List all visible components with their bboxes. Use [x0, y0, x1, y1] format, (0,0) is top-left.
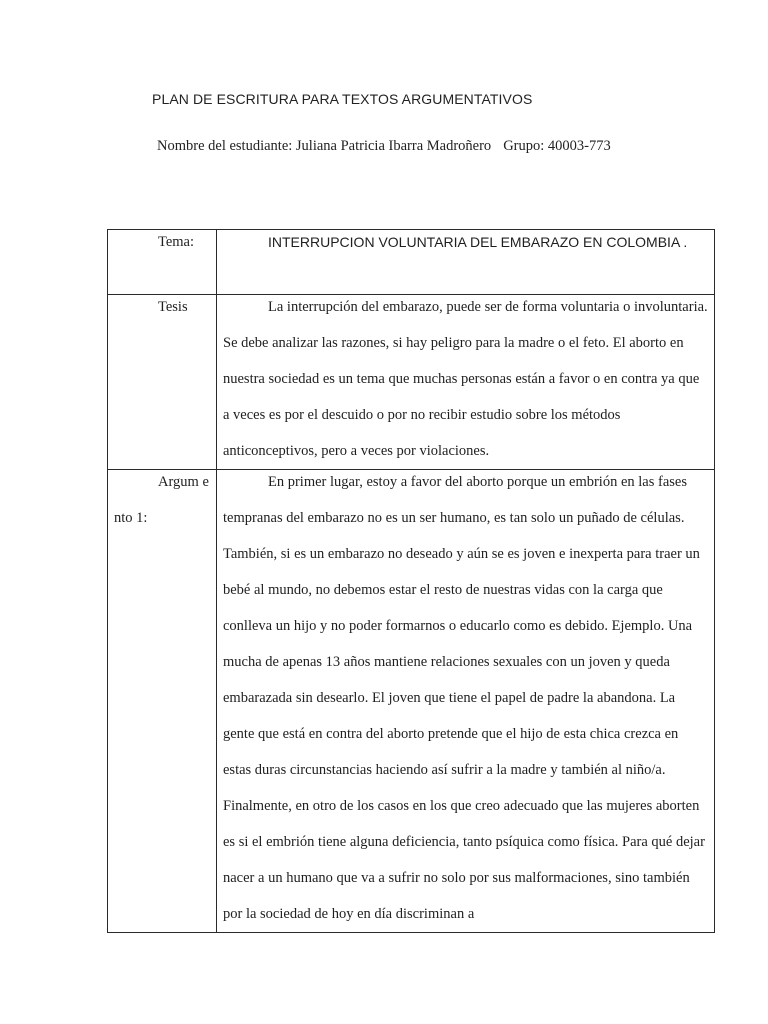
row-content: La interrupción del embarazo, puede ser de forma voluntaria o involuntaria. Se debe analizar las razones, si hay peligro para la madre o el feto. El aborto en nuestra sociedad es un tema que muchas personas están a favor o en contra ya que a veces es por el descuido o por no recibir estudio sobre los métodos anticonceptivos, pero a veces por violaciones.	[223, 299, 708, 459]
table-row-tesis	[108, 295, 715, 470]
table-row-argumento-1	[108, 470, 715, 933]
document-title: PLAN DE ESCRITURA PARA TEXTOS ARGUMENTATIVOS	[152, 91, 533, 107]
row-label: Argum ento 1:	[114, 474, 209, 526]
row-content: INTERRUPCION VOLUNTARIA DEL EMBARAZO EN COLOMBIA .	[268, 234, 688, 250]
student-group: Grupo: 40003-773	[503, 138, 611, 154]
row-label-cell	[108, 230, 217, 295]
row-content: En primer lugar, estoy a favor del aborto porque un embrión en las fases tempranas del embarazo no es un ser humano, es tan solo un puñado de células. También, si es un embarazo no deseado y aún se es joven e inexperta para traer un bebé al mundo, no debemos estar el resto de nuestras vidas con la carga que conlleva un hijo y no poder formarnos o educarlo como es debido. Ejemplo. Una mucha de apenas 13 años mantiene relaciones sexuales con un joven y queda embarazada sin desearlo. El joven que tiene el papel de padre la abandona. La gente que está en contra del aborto pretende que el hijo de esta chica crezca en estas duras circunstancias haciendo así sufrir a la madre y también al niño/a. Finalmente, en otro de los casos en los que creo adecuado que las mujeres aborten es si el embrión tiene alguna deficiencia, tanto psíquica como física. Para qué dejar nacer a un humano que va a sufrir no solo por sus malformaciones, sino también por la sociedad de hoy en día discriminan a	[223, 474, 705, 922]
student-info-line	[157, 138, 611, 155]
row-content-cell	[217, 470, 715, 933]
row-label-cell	[108, 470, 217, 933]
student-name: Nombre del estudiante: Juliana Patricia Ibarra Madroñero	[157, 138, 492, 154]
row-label: Tesis	[158, 299, 188, 315]
writing-plan-table	[107, 229, 715, 933]
row-label: Tema:	[158, 234, 195, 250]
table-row-tema	[108, 230, 715, 295]
row-content-cell	[217, 295, 715, 470]
row-content-cell	[217, 230, 715, 295]
row-label-cell	[108, 295, 217, 470]
